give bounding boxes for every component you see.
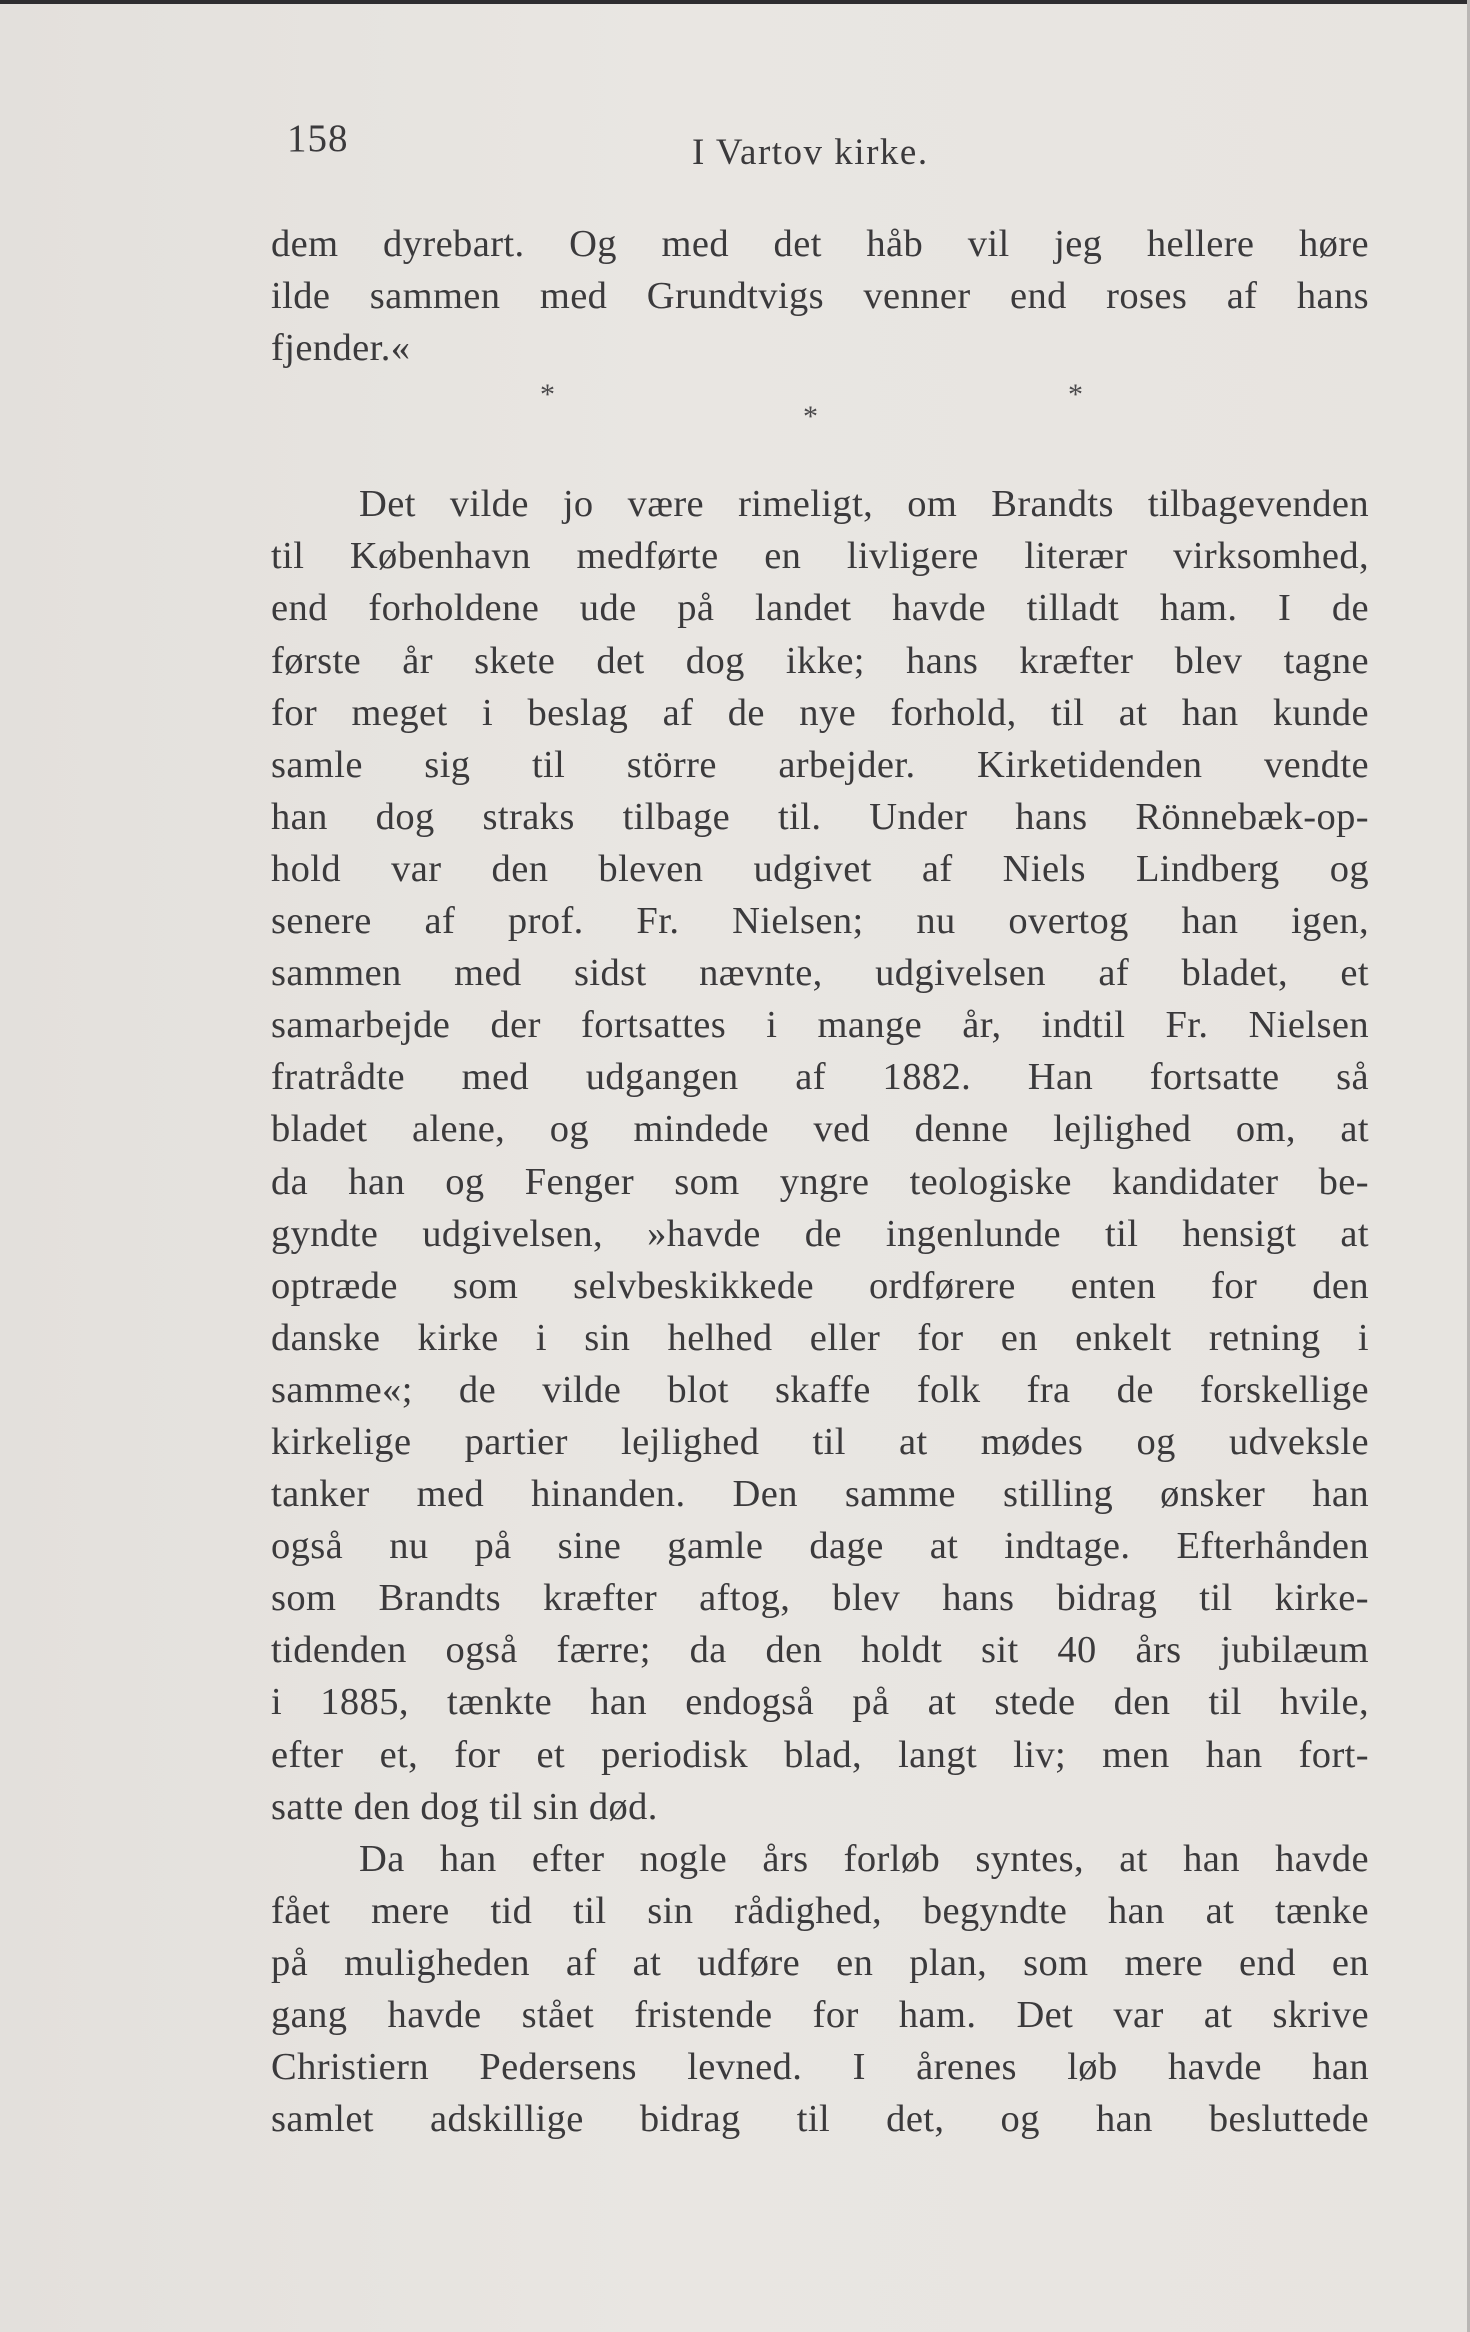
text-line: som Brandts kræfter aftog, blev hans bidrag til kirke- [271,1577,1369,1620]
text-line: tidenden også færre; da den holdt sit 40 års jubilæum [271,1629,1369,1672]
text-line: i 1885, tænkte han endogså på at stede den til hvile, [271,1681,1369,1724]
text-line: kirkelige partier lejlighed til at mødes og udveksle [271,1420,1369,1463]
text-line: Det vilde jo være rimeligt, om Brandts tilbagevenden [359,483,1369,526]
paragraph-2 [271,478,1369,1832]
running-title: I Vartov kirke. [692,132,929,173]
text-line: samle sig til större arbejder. Kirketidenden vendte [271,743,1369,786]
text-line: han dog straks tilbage til. Under hans Rönnebæk-op- [271,795,1369,838]
asterisk-middle: * [803,400,818,433]
paragraph-1 [271,218,1369,374]
text-line: ilde sammen med Grundtvigs venner end roses af hans [271,275,1369,318]
text-line: sammen med sidst nævnte, udgivelsen af bladet, et [271,952,1369,995]
paragraph-3 [271,1833,1369,2146]
text-line: bladet alene, og mindede ved denne lejlighed om, at [271,1108,1369,1151]
scan-top-border [0,0,1470,4]
text-line: efter et, for et periodisk blad, langt liv; men han fort- [271,1733,1369,1776]
text-line: også nu på sine gamle dage at indtage. Efterhånden [271,1525,1369,1568]
text-line: gang havde stået fristende for ham. Det var at skrive [271,1994,1369,2036]
text-line: Da han efter nogle års forløb syntes, at han havde [359,1837,1369,1880]
text-line: end forholdene ude på landet havde tilladt ham. I de [271,587,1369,630]
text-line: gyndte udgivelsen, »havde de ingenlunde til hensigt at [271,1212,1369,1255]
section-break-space [271,374,1369,478]
text-line: fratrådte med udgangen af 1882. Han fortsatte så [271,1056,1369,1099]
text-line: dem dyrebart. Og med det håb vil jeg hellere høre [271,223,1369,265]
running-head [287,116,1387,176]
text-line: da han og Fenger som yngre teologiske kandidater be- [271,1160,1369,1203]
text-line: fjender.« [271,327,411,370]
text-line: til København medførte en livligere literær virksomhed, [271,535,1369,578]
text-line: optræde som selvbeskikkede ordførere enten for den [271,1264,1369,1307]
text-line: samarbejde der fortsattes i mange år, indtil Fr. Nielsen [271,1004,1369,1047]
text-line: samme«; de vilde blot skaffe folk fra de forskellige [271,1368,1369,1411]
text-line: hold var den bleven udgivet af Niels Lindberg og [271,847,1369,890]
text-line: på muligheden af at udføre en plan, som mere end en [271,1941,1369,1984]
text-line: Christiern Pedersens levned. I årenes løb havde han [271,2046,1369,2089]
asterisk-right: * [1068,378,1083,411]
text-line: senere af prof. Fr. Nielsen; nu overtog han igen, [271,900,1369,943]
text-line: fået mere tid til sin rådighed, begyndte han at tænke [271,1889,1369,1932]
text-line: for meget i beslag af de nye forhold, til at han kunde [271,691,1369,734]
body-text [271,218,1369,2145]
text-line: samlet adskillige bidrag til det, og han besluttede [271,2098,1369,2141]
text-line: tanker med hinanden. Den samme stilling ønsker han [271,1473,1369,1516]
text-line: danske kirke i sin helhed eller for en enkelt retning i [271,1316,1369,1359]
asterisk-left: * [540,378,555,411]
text-line: satte den dog til sin død. [271,1785,658,1828]
text-line: første år skete det dog ikke; hans kræfter blev tagne [271,639,1369,682]
page-number: 158 [287,117,349,160]
